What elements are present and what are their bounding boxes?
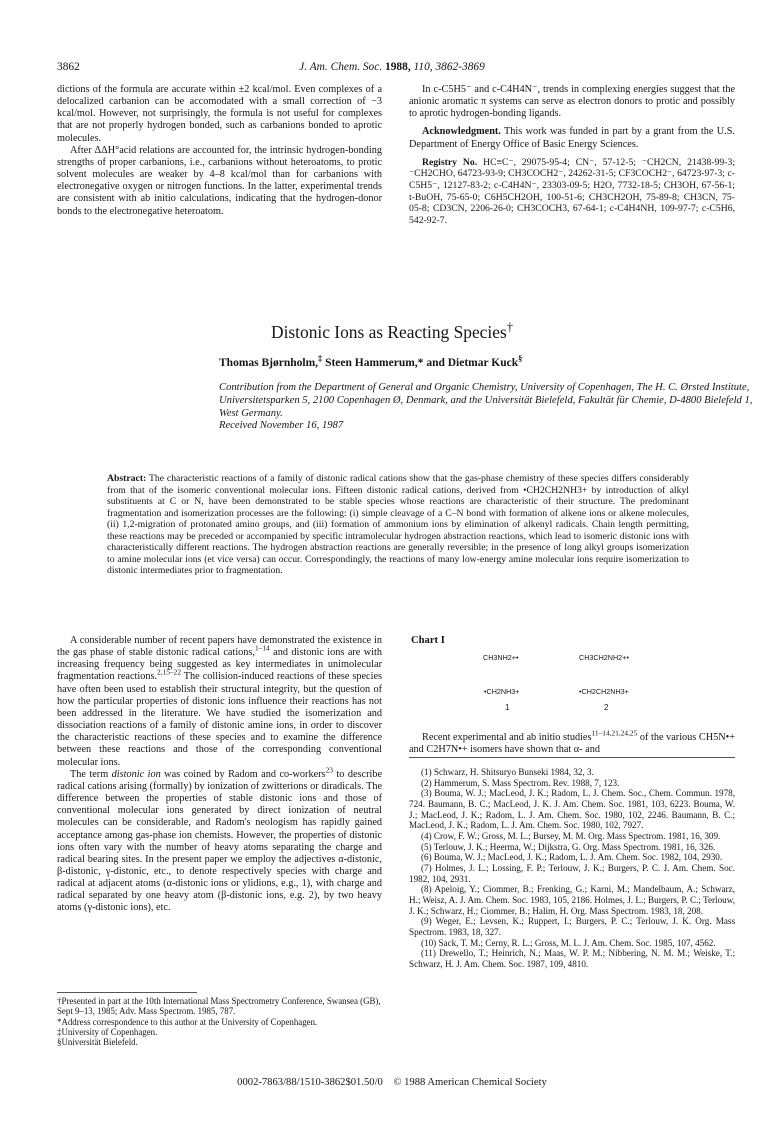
- journal-volume-pages: 110, 3862-3869: [413, 61, 485, 73]
- footnote: ‡University of Copenhagen.: [57, 1026, 158, 1037]
- reference-item: (11) Drewello, T.; Heinrich, N.; Maas, W. P. M.; Nibbering, N. M. M.; Weiske, T.; Schwarz, H. J. Am. Chem. Soc. 1987, 109, 4810.: [409, 948, 735, 969]
- reference-item: (9) Weger, E.; Levsen, K.; Ruppert, I.; Burgers, P. C.; Terlouw, J. K. Org. Mass Spectrom. 1983, 18, 327.: [409, 916, 735, 937]
- abstract-label: Abstract:: [107, 473, 147, 484]
- reference-item: (8) Apeloig, Y.; Ciommer, B.; Frenking, G.; Karni, M.; Mandelbaum, A.; Schwarz, H.; Weisz, A. J. Am. Chem. Soc. 1983, 105, 2186. Holmes, J. L.; Burgers, P. C.; Terlouw, J. K.; Schwarz, H.; Ciommer, B.; Halim, H. Org. Mass Spectrom. 1983, 18, 208.: [409, 884, 735, 916]
- author-name: Thomas Bjørnholm,: [219, 357, 319, 369]
- chem-formula: CH3NH2+•: [483, 653, 519, 662]
- reference-item: (7) Holmes, J. L.; Lossing, F. P.; Terlouw, J. K.; Burgers, P. C. J. Am. Chem. Soc. 1982, 104, 2931.: [409, 862, 735, 884]
- citation: 1–14: [254, 643, 270, 653]
- registry-text: HC≡C⁻, 29075-95-4; CN⁻, 57-12-5; ⁻CH2CN, 21438-99-3; ⁻CH2CHO, 64723-93-9; CH3COCH2⁻, 24262-31-5; CF3COCH2⁻, 64723-97-3; c-C5H5⁻, 12127-83-2; c-C4H4N⁻, 23303-09-5; H2O, 7732-18-5; CH3OH, 67-56-1; t-BuOH, 75-65-0; C6H5CH2OH, 100-51-6; CH3CH2OH, 75-89-8; CH3CN, 75-05-8; CD3CN, 2206-26-0; CH3COCH3, 67-64-1; c-C4H4NH, 109-97-7; c-C5H6, 542-92-7.: [409, 156, 736, 226]
- right-text: Recent experimental and ab initio studies: [422, 732, 592, 743]
- reference-item: (10) Sack, T. M.; Cerny, R. L.; Gross, M. L. J. Am. Chem. Soc. 1985, 107, 4562.: [421, 937, 716, 948]
- page-footer: [0, 1077, 784, 1088]
- right-paragraph: [409, 728, 735, 756]
- author-name: and Dietmar Kuck: [426, 357, 519, 369]
- issn-code: 0002-7863/88/1510-3862$01.50/0: [237, 1077, 383, 1088]
- acknowledgment-label: Acknowledgment.: [422, 126, 501, 138]
- footnote: *Address correspondence to this author at the University of Copenhagen.: [57, 1016, 318, 1027]
- reference-item: (1) Schwarz, H. Shitsuryo Bunseki 1984, 32, 3.: [421, 767, 594, 777]
- reference-item: (3) Bouma, W. J.; MacLeod, J. K.; Radom, L. J. Chem. Soc., Chem. Commun. 1978, 724. Baumann, B. C.; MacLeod, J. K. J. Am. Chem. Soc. 1981, 103, 6223. Bouma, W. J.; MacLeod, J. K.; Radom, L. J. Am. Chem. Soc. 1980, 102, 2246. Baumann, B. C.; MacLeod, J. K.; Radom, L. J. Am. Chem. Soc. 1980, 102, 7927.: [409, 788, 735, 831]
- affiliation-block: [219, 382, 759, 433]
- copyright: © 1988 American Chemical Society: [393, 1077, 547, 1088]
- right-text: of the various CH5N•+ and C2H7N•+ isomers have shown that α- and: [409, 732, 735, 756]
- body-right-column: [409, 728, 735, 756]
- article-title: [0, 322, 784, 343]
- chart-title: Chart I: [411, 635, 445, 646]
- references-rule: [409, 757, 735, 758]
- author-list: [219, 354, 523, 369]
- chem-formula: CH3CH2NH2+•: [579, 653, 629, 662]
- footnotes: [57, 996, 382, 1047]
- references-list: [409, 767, 735, 969]
- prev-article-left-column: [57, 84, 382, 218]
- intro-paragraph-1: [57, 635, 382, 769]
- journal-name: J. Am. Chem. Soc.: [299, 61, 383, 73]
- journal-year: 1988,: [385, 61, 411, 73]
- prev-article-right-column: [409, 84, 735, 226]
- intro-text: A considerable number of recent papers have demonstrated the existence in the gas phase of stable distonic radical cations,: [57, 635, 382, 659]
- author-name: Steen Hammerum,*: [325, 357, 424, 369]
- acknowledgment: [409, 126, 735, 150]
- chem-formula: •CH2NH3+: [484, 687, 520, 696]
- footnote: †Presented in part at the 10th International Mass Spectrometry Conference, Swansea (GB), Sept 9–13, 1985; Adv. Mass Spectrom. 1985, 787.: [57, 996, 381, 1017]
- term-italic: distonic ion: [111, 768, 161, 780]
- affiliation: Contribution from the Department of General and Organic Chemistry, University of Copenhagen, The H. C. Ørsted Institute, Universitetsparken 5, 2100 Copenhagen Ø, Denmark, and the Universität Bielefeld, Fakultät für Chemie, D-4800 Bielefeld 1, West Germany.: [219, 382, 753, 419]
- author-mark: ‡: [318, 354, 323, 364]
- received-date: Received November 16, 1987: [219, 420, 344, 432]
- reference-item: (4) Crow, F. W.; Gross, M. L.; Bursey, M. M. Org. Mass Spectrom. 1981, 16, 309.: [421, 830, 721, 841]
- intro-paragraph-2: [57, 765, 382, 915]
- author-mark: §: [518, 354, 523, 364]
- abstract: [107, 473, 689, 577]
- intro-text: was coined by Radom and co-workers: [160, 768, 326, 780]
- footnote-rule: [57, 992, 197, 993]
- article-title-text: Distonic Ions as Reacting Species: [271, 322, 507, 342]
- registry-label: Registry No.: [422, 156, 478, 168]
- intro-text: and distonic ions are with increasing frequency being suggested as key intermediates in unimolecular fragmentation reactions.: [57, 647, 383, 683]
- intro-text: The collision-induced reactions of these species have often been used to establish their structural integrity, but the question of how the particular properties of distonic ions influence their reactions has not been addressed in the literature. We have studied the isomerization and dissociation reactions of a family of distonic amine ions, in order to discover the characteristic reactions of these species and to examine the difference between these reactions and those of the corresponding conventional molecular ions.: [57, 671, 382, 768]
- chem-formula: •CH2CH2NH3+: [579, 687, 629, 696]
- citation: 2,15–22: [157, 668, 181, 678]
- prev-paragraph-2: After ΔΔH°acid relations are accounted for, the intrinsic hydrogen-bonding strengths of proper carbanions, i.e., carbanions without heteroatoms, to protic solvent molecules are weaker by 4–8 kcal/mol than for carbanions with electronegative oxygen or nitrogen functions. In the latter, experimental trends are consistent with ab initio calculations, indicating that the hydrogen-donor bonds to the electronegative heteroatom.: [57, 144, 382, 217]
- intro-text: to describe radical cations arising (formally) by ionization of zwitterions or diradicals. The difference between the properties of stable distonic ions and those of conventional molecular ions generated by direct ionization of neutral molecules can be considerable, and Radom's neologism has rapidly gained acceptance among gas-phase ion chemists. However, the properties of distonic ions often vary with the number of heavy atoms separating the charge and radical bearing sites. In the present paper we employ the adjectives α-distonic, β-distonic, γ-distonic, etc., to denote respectively species with charge and radical at adjacent atoms (α-distonic ions or ylidions, e.g., 1), with charge and radical separated by one heavy atom (β-distonic ions, e.g. 2), by two heavy atoms (γ-distonic ions), etc.: [57, 768, 382, 914]
- body-left-column: [57, 635, 382, 915]
- page-number: 3862: [57, 61, 80, 73]
- intro-text: The term: [70, 768, 112, 780]
- reference-item: (6) Bouma, W. J.; MacLeod, J. K.; Radom, L. J. Am. Chem. Soc. 1982, 104, 2930.: [421, 852, 723, 863]
- prev-paragraph-1: dictions of the formula are accurate within ±2 kcal/mol. Even complexes of a delocalized carbanion can be accomodated with a small correction of −3 kcal/mol. However, not surprisingly, the formula is not useful for complexes that are not properly hydrogen bonded, such as carbanions bonded to aprotic molecules.: [57, 84, 382, 144]
- reference-item: (5) Terlouw, J. K.; Heerma, W.; Dijkstra, G. Org. Mass Spectrom. 1981, 16, 326.: [421, 841, 716, 852]
- journal-header: [0, 61, 784, 73]
- citation: 23: [325, 765, 333, 775]
- title-footnote-mark: †: [506, 320, 513, 335]
- reference-item: (2) Hammerum, S. Mass Spectrom. Rev. 1988, 7, 123.: [421, 777, 620, 788]
- abstract-text: The characteristic reactions of a family of distonic radical cations show that the gas-phase chemistry of these species differs considerably from that of the isomeric conventional molecular ions. Fifteen distonic radical cations, derived from •CH2CH2NH3+ by introduction of alkyl substituents at C or N, have been demonstrated to be stable species whose reactions are characteristic of their structure. The predominant fragmentation and isomerization processes are the following: (i) simple cleavage of a C–N bond with formation of alkene ions or alkene molecules, (ii) 1,2-migration of protonated amino groups, and (iii) formation of ammonium ions by elimination of alkenyl radicals. Chain length permitting, these reactions may be preceded or accompanied by specific intramolecular hydrogen abstraction reactions, which lead to isomeric distonic ions with characteristically different reactions. The hydrogen abstraction reactions are generally reversible; in the presence of long alkyl groups isomerization to amine molecular ions (et vice versa) can occur. Correspondingly, the reactions of many low-energy amine molecular ions require isomerization to distonic intermediates prior to fragmentation.: [107, 473, 690, 577]
- citation: 11–14,21,24,25: [591, 728, 638, 738]
- acknowledgment-text: This work was funded in part by a grant from the U.S. Department of Energy Office of Basic Energy Sciences.: [409, 126, 735, 150]
- compound-number: 1: [505, 703, 510, 712]
- registry-numbers: [409, 157, 735, 227]
- prev-right-paragraph: In c-C5H5⁻ and c-C4H4N⁻, trends in complexing energies suggest that the anionic aromatic π systems can serve as electron donors to protic and possibly to aprotic hydrogen-bonding ligands.: [409, 84, 735, 120]
- footnote: §Universität Bielefeld.: [57, 1037, 138, 1048]
- compound-number: 2: [604, 703, 609, 712]
